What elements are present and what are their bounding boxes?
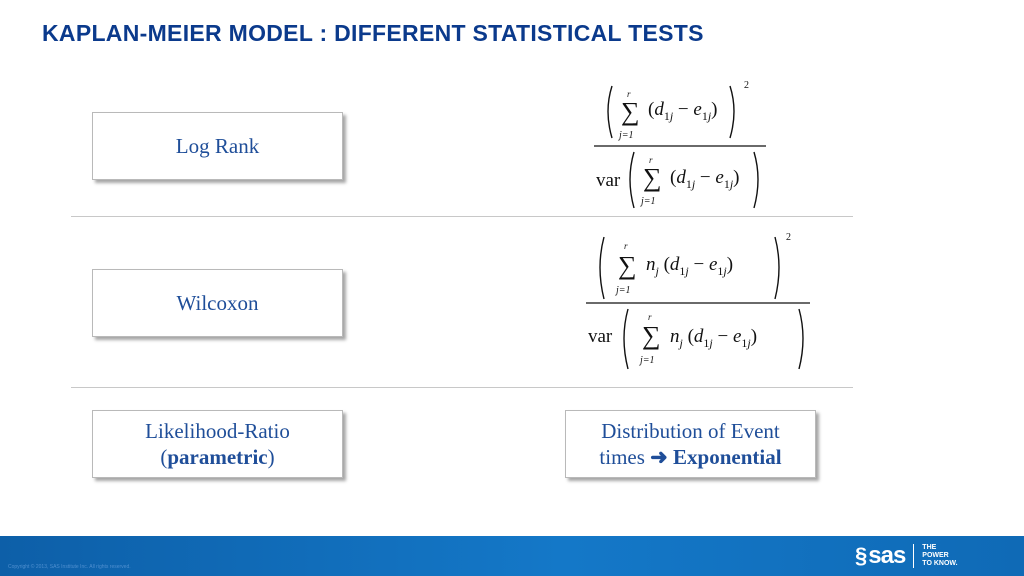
logo-divider xyxy=(913,544,914,568)
wilcoxon-label: Wilcoxon xyxy=(176,290,259,315)
copyright-text: Copyright © 2013, SAS Institute Inc. All rights reserved. xyxy=(8,564,131,570)
sigma-symbol: ∑ xyxy=(621,97,640,126)
w-sigma: ∑ xyxy=(618,251,637,280)
num-r: r xyxy=(627,89,631,99)
paren-open: ( xyxy=(160,445,168,469)
den-r: r xyxy=(649,155,653,165)
log-rank-box xyxy=(92,112,343,180)
num-j1: j=1 xyxy=(619,130,634,141)
w-den-expr: $n_j$ $(d_1j - e_1j)$ xyxy=(670,326,758,350)
den-expr: $(d_1j - e_1j)$ xyxy=(670,167,740,191)
sas-wordmark: sas xyxy=(868,542,906,569)
w-num-power: 2 xyxy=(786,232,791,243)
distribution-line2 xyxy=(599,444,781,470)
likelihood-ratio-label: Likelihood-Ratio xyxy=(145,418,290,443)
log-rank-label: Log Rank xyxy=(175,133,260,158)
distribution-box xyxy=(565,410,816,478)
num-power: 2 xyxy=(744,80,749,91)
log-rank-formula-svg xyxy=(590,76,780,212)
wilcoxon-formula xyxy=(584,229,816,380)
w-sigma-den: ∑ xyxy=(642,321,661,350)
footer-bar xyxy=(0,536,1024,576)
slide-title: KAPLAN-MEIER MODEL : DIFFERENT STATISTICAL TESTS xyxy=(42,20,704,46)
separator-2 xyxy=(71,387,853,388)
sigma-symbol-den: ∑ xyxy=(643,163,662,192)
w-num-r: r xyxy=(624,241,628,251)
parametric-label: parametric xyxy=(167,445,268,469)
w-num-j1: j=1 xyxy=(616,285,631,296)
logo-tagline xyxy=(922,544,957,568)
exponential-label: Exponential xyxy=(673,445,782,469)
arrow-right-icon: ➜ xyxy=(650,445,668,469)
w-den-var: var xyxy=(588,326,613,347)
sas-swirl-icon: § xyxy=(855,543,868,568)
wilcoxon-formula-svg xyxy=(584,229,816,375)
tagline-line3: TO KNOW. xyxy=(922,560,958,567)
distribution-line1: Distribution of Event xyxy=(601,418,780,443)
w-num-expr: $n_j$ $(d_1j - e_1j)$ xyxy=(646,254,734,278)
parametric-note xyxy=(145,444,290,470)
num-expr-open: $(d_1j - e_1j)$ xyxy=(648,99,718,123)
paren-close: ) xyxy=(267,445,275,469)
tagline-line2: POWER xyxy=(922,552,949,559)
distribution-times: times xyxy=(599,445,645,469)
den-var: var xyxy=(596,170,621,191)
den-j1: j=1 xyxy=(641,196,656,207)
wilcoxon-box xyxy=(92,269,343,337)
separator-1 xyxy=(71,216,853,217)
likelihood-ratio-box xyxy=(92,410,343,478)
log-rank-formula xyxy=(590,76,780,217)
tagline-line1: THE xyxy=(922,544,937,551)
sas-logo xyxy=(855,542,958,570)
w-den-r: r xyxy=(648,312,652,322)
w-den-j1: j=1 xyxy=(640,355,655,366)
